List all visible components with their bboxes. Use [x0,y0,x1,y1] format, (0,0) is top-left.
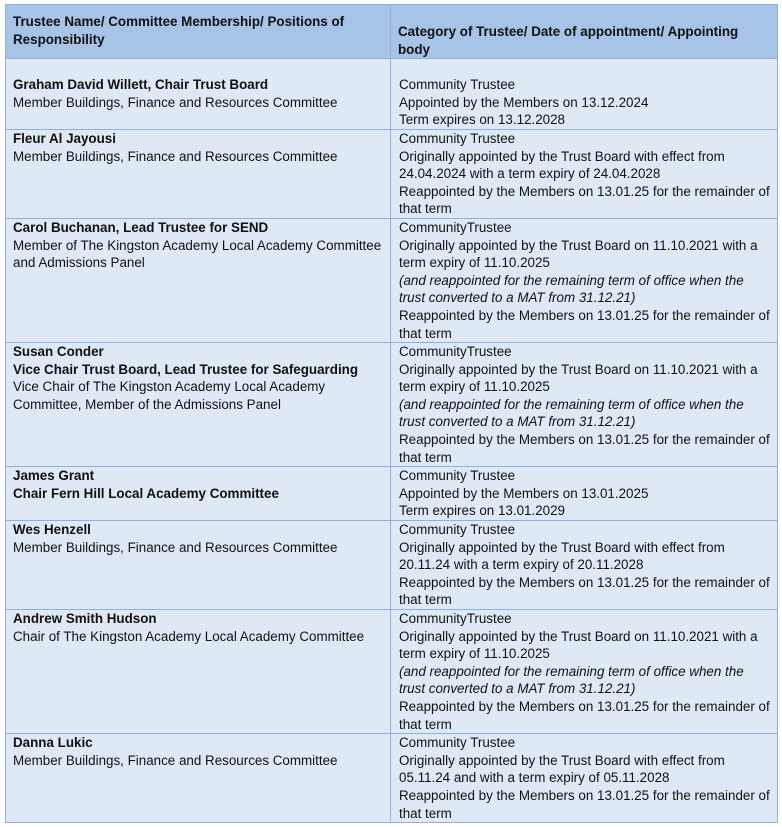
committee-membership: Vice Chair of The Kingston Academy Local Academy Committee, Member of the Admissions Panel [13,379,326,412]
trustee-cell [6,59,391,130]
table-row [6,59,778,130]
column-header-trustee: Trustee Name/ Committee Membership/ Positions of Responsibility [6,5,391,59]
term-expiry: Term expires on 13.12.2028 [399,112,565,128]
trustee-name: Carol Buchanan, Lead Trustee for SEND [13,219,269,235]
trustee-role: Chair Fern Hill Local Academy Committee [13,485,279,501]
committee-membership: Chair of The Kingston Academy Local Academy Committee [13,628,365,644]
trustee-cell [6,467,391,521]
table-row [6,610,778,734]
trustee-cell [6,521,391,610]
category-cell [391,467,778,521]
appointment-detail: Originally appointed by the Trust Board on 11.10.2021 with a term expiry of 11.10.2025 [399,361,758,395]
trustee-name: Fleur Al Jayousi [13,130,116,146]
committee-membership: Member Buildings, Finance and Resources Committee [13,148,338,164]
trustee-table [5,4,778,823]
trustee-name: Wes Henzell [13,522,91,538]
category-cell [391,610,778,734]
table-body [6,59,778,823]
trustee-name: James Grant [13,468,95,484]
appointment-detail: Originally appointed by the Trust Board with effect from 24.04.2024 with a term expiry of 24.04.2028 [399,148,725,182]
table-row [6,521,778,610]
trustee-cell [6,610,391,734]
appointment-note: (and reappointed for the remaining term of office when the trust converted to a MAT from 31.12.21) [399,663,744,697]
category-cell [391,521,778,610]
trustee-name: Andrew Smith Hudson [13,611,157,626]
trustee-category: Community Trustee [399,468,516,484]
trustee-cell [6,129,391,218]
reappointment-detail: Reappointed by the Members on 13.01.25 for the remainder of that term [399,787,770,821]
appointment-detail: Originally appointed by the Trust Board on 11.10.2021 with a term expiry of 11.10.2025 [399,628,758,662]
category-cell [391,129,778,218]
trustee-category: CommunityTrustee [399,219,512,235]
table-row [6,467,778,521]
trustee-table-container [5,4,777,823]
reappointment-detail: Reappointed by the Members on 13.01.25 for the remainder of that term [399,574,770,608]
table-row [6,129,778,218]
term-expiry: Term expires on 13.01.2029 [399,503,565,519]
trustee-category: Community Trustee [399,735,516,751]
trustee-role: Vice Chair Trust Board, Lead Trustee for Safeguarding [13,361,359,377]
appointment-detail: Appointed by the Members on 13.01.2025 [399,485,649,501]
committee-membership: Member Buildings, Finance and Resources Committee [13,752,338,768]
appointment-note: (and reappointed for the remaining term of office when the trust converted to a MAT from 31.12.21) [399,272,744,306]
committee-membership: Member Buildings, Finance and Resources Committee [13,94,338,110]
category-cell [391,218,778,342]
trustee-cell [6,734,391,823]
appointment-detail: Appointed by the Members on 13.12.2024 [399,94,649,110]
trustee-name: Graham David Willett, Chair Trust Board [13,77,269,93]
appointment-note: (and reappointed for the remaining term of office when the trust converted to a MAT from 31.12.21) [399,396,744,430]
trustee-cell [6,343,391,467]
trustee-name: Susan Conder [13,344,104,360]
trustee-cell [6,218,391,342]
table-header-row [6,5,778,59]
trustee-category: CommunityTrustee [399,344,512,360]
trustee-name: Danna Lukic [13,735,93,751]
column-header-category: Category of Trustee/ Date of appointment/ Appointing body [391,5,778,59]
table-row [6,218,778,342]
table-row [6,734,778,823]
category-cell [391,59,778,130]
committee-membership: Member Buildings, Finance and Resources Committee [13,539,338,555]
category-cell [391,734,778,823]
appointment-detail: Originally appointed by the Trust Board with effect from 20.11.24 with a term expiry of 20.11.2028 [399,539,725,573]
table-row [6,343,778,467]
reappointment-detail: Reappointed by the Members on 13.01.25 for the remainder of that term [399,432,770,465]
appointment-detail: Originally appointed by the Trust Board on 11.10.2021 with a term expiry of 11.10.2025 [399,237,758,271]
trustee-category: Community Trustee [399,522,516,538]
reappointment-detail: Reappointed by the Members on 13.01.25 for the remainder of that term [399,307,770,341]
reappointment-detail: Reappointed by the Members on 13.01.25 for the remainder of that term [399,698,770,732]
category-cell [391,343,778,467]
reappointment-detail: Reappointed by the Members on 13.01.25 for the remainder of that term [399,183,770,217]
trustee-category: Community Trustee [399,77,516,93]
trustee-category: Community Trustee [399,130,516,146]
committee-membership: Member of The Kingston Academy Local Academy Committee and Admissions Panel [13,237,382,271]
appointment-detail: Originally appointed by the Trust Board with effect from 05.11.24 and with a term expiry of 05.11.2028 [399,752,725,786]
trustee-category: CommunityTrustee [399,611,512,626]
